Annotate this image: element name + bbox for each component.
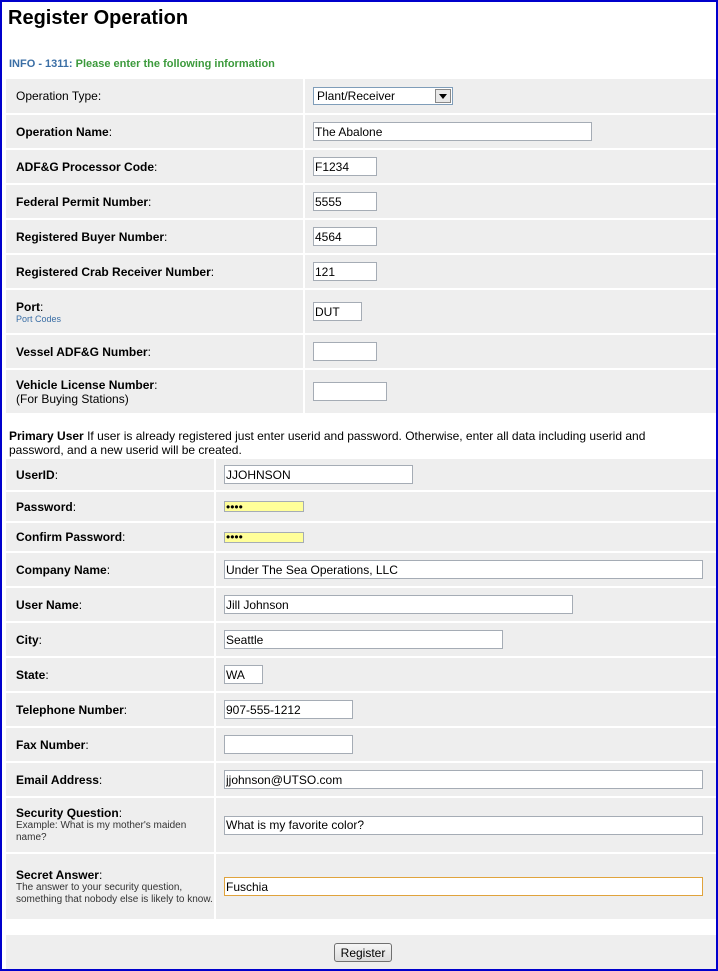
email-label: Email Address bbox=[16, 772, 99, 787]
info-code: INFO - 1311: bbox=[9, 58, 73, 70]
buyer-number-row: Registered Buyer Number: 4564 bbox=[6, 219, 716, 254]
buyer-number-label: Registered Buyer Number bbox=[16, 229, 165, 244]
federal-permit-input[interactable] bbox=[313, 192, 377, 211]
telephone-row: Telephone Number: 907-555-1212 bbox=[6, 692, 716, 727]
user-name-label: User Name bbox=[16, 597, 79, 612]
port-codes-link[interactable]: Port Codes bbox=[16, 313, 62, 324]
vehicle-license-input[interactable] bbox=[313, 382, 387, 401]
secret-answer-input[interactable] bbox=[224, 877, 703, 896]
vehicle-license-sub: (For Buying Stations) bbox=[16, 391, 129, 406]
primary-user-note bbox=[9, 429, 689, 457]
email-row: Email Address: jjohnson@UTSO.com bbox=[6, 762, 716, 797]
password-input[interactable] bbox=[224, 501, 304, 512]
password-label: Password bbox=[16, 499, 73, 514]
federal-permit-label: Federal Permit Number bbox=[16, 194, 149, 209]
telephone-input[interactable] bbox=[224, 700, 353, 719]
security-question-hint: Example: What is my mother's maiden name? bbox=[16, 820, 187, 843]
page-title: Register Operation bbox=[8, 7, 189, 29]
vessel-number-row: Vessel ADF&G Number: bbox=[6, 334, 716, 369]
crab-receiver-label: Registered Crab Receiver Number bbox=[16, 264, 211, 279]
primary-user-heading: Primary User bbox=[9, 429, 84, 443]
city-input[interactable] bbox=[224, 630, 503, 649]
secret-answer-label: Secret Answer bbox=[16, 867, 99, 882]
userid-input[interactable] bbox=[224, 465, 413, 484]
company-name-label: Company Name bbox=[16, 562, 107, 577]
operation-type-select[interactable] bbox=[313, 87, 453, 105]
secret-answer-hint: The answer to your security question, something that nobody else is likely to know. bbox=[16, 881, 213, 905]
processor-code-input[interactable] bbox=[313, 157, 377, 176]
processor-code-label: ADF&G Processor Code bbox=[16, 159, 155, 174]
info-message bbox=[9, 58, 275, 70]
vehicle-license-row: Vehicle License Number: (For Buying Stations) bbox=[6, 369, 716, 414]
user-form bbox=[6, 459, 716, 921]
port-label: Port bbox=[16, 299, 40, 314]
company-name-row: Company Name: Under The Sea Operations, LLC bbox=[6, 552, 716, 587]
security-question-label: Security Question bbox=[16, 806, 119, 820]
operation-name-row: Operation Name: The Abalone bbox=[6, 114, 716, 149]
vehicle-license-label: Vehicle License Number bbox=[16, 377, 155, 392]
city-row: City: Seattle bbox=[6, 622, 716, 657]
security-question-row: Security Question: Example: What is my mother's maiden name? What is my favorite color? bbox=[6, 797, 716, 853]
confirm-password-input[interactable] bbox=[224, 532, 304, 543]
email-input[interactable] bbox=[224, 770, 703, 789]
userid-label: UserID bbox=[16, 467, 55, 482]
company-name-input[interactable] bbox=[224, 560, 703, 579]
port-input[interactable] bbox=[313, 302, 362, 321]
primary-user-text: If user is already registered just enter userid and password. Otherwise, enter all data including userid and password, and a new userid will be created. bbox=[9, 429, 646, 457]
operation-type-label: Operation Type bbox=[16, 89, 98, 103]
port-row: Port: Port Codes DUT bbox=[6, 289, 716, 334]
chevron-down-icon[interactable] bbox=[435, 89, 451, 103]
fax-row: Fax Number: bbox=[6, 727, 716, 762]
vessel-number-input[interactable] bbox=[313, 342, 377, 361]
operation-type-value: Plant/Receiver bbox=[317, 89, 396, 103]
state-row: State: WA bbox=[6, 657, 716, 692]
info-text: Please enter the following information bbox=[75, 58, 275, 70]
state-input[interactable] bbox=[224, 665, 263, 684]
operation-type-row: Operation Type: Plant/Receiver bbox=[6, 79, 716, 114]
secret-answer-row: Secret Answer: The answer to your security question, something that nobody else is likely to know. Fuschia bbox=[6, 853, 716, 920]
user-name-row: User Name: Jill Johnson bbox=[6, 587, 716, 622]
userid-row: UserID: JJOHNSON bbox=[6, 459, 716, 491]
security-question-input[interactable] bbox=[224, 816, 703, 835]
federal-permit-row: Federal Permit Number: 5555 bbox=[6, 184, 716, 219]
confirm-password-row: Confirm Password: bbox=[6, 522, 716, 552]
register-button[interactable]: Register bbox=[334, 943, 392, 962]
telephone-label: Telephone Number bbox=[16, 702, 124, 717]
operation-form bbox=[6, 79, 716, 415]
processor-code-row: ADF&G Processor Code: F1234 bbox=[6, 149, 716, 184]
vessel-number-label: Vessel ADF&G Number bbox=[16, 344, 148, 359]
password-row: Password: bbox=[6, 491, 716, 522]
fax-label: Fax Number bbox=[16, 737, 86, 752]
user-name-input[interactable] bbox=[224, 595, 573, 614]
operation-name-input[interactable] bbox=[313, 122, 592, 141]
fax-input[interactable] bbox=[224, 735, 353, 754]
crab-receiver-input[interactable] bbox=[313, 262, 377, 281]
operation-name-label: Operation Name bbox=[16, 124, 109, 139]
city-label: City bbox=[16, 632, 39, 647]
state-label: State bbox=[16, 667, 46, 682]
buyer-number-input[interactable] bbox=[313, 227, 377, 246]
crab-receiver-row: Registered Crab Receiver Number: 121 bbox=[6, 254, 716, 289]
confirm-password-label: Confirm Password bbox=[16, 530, 123, 544]
